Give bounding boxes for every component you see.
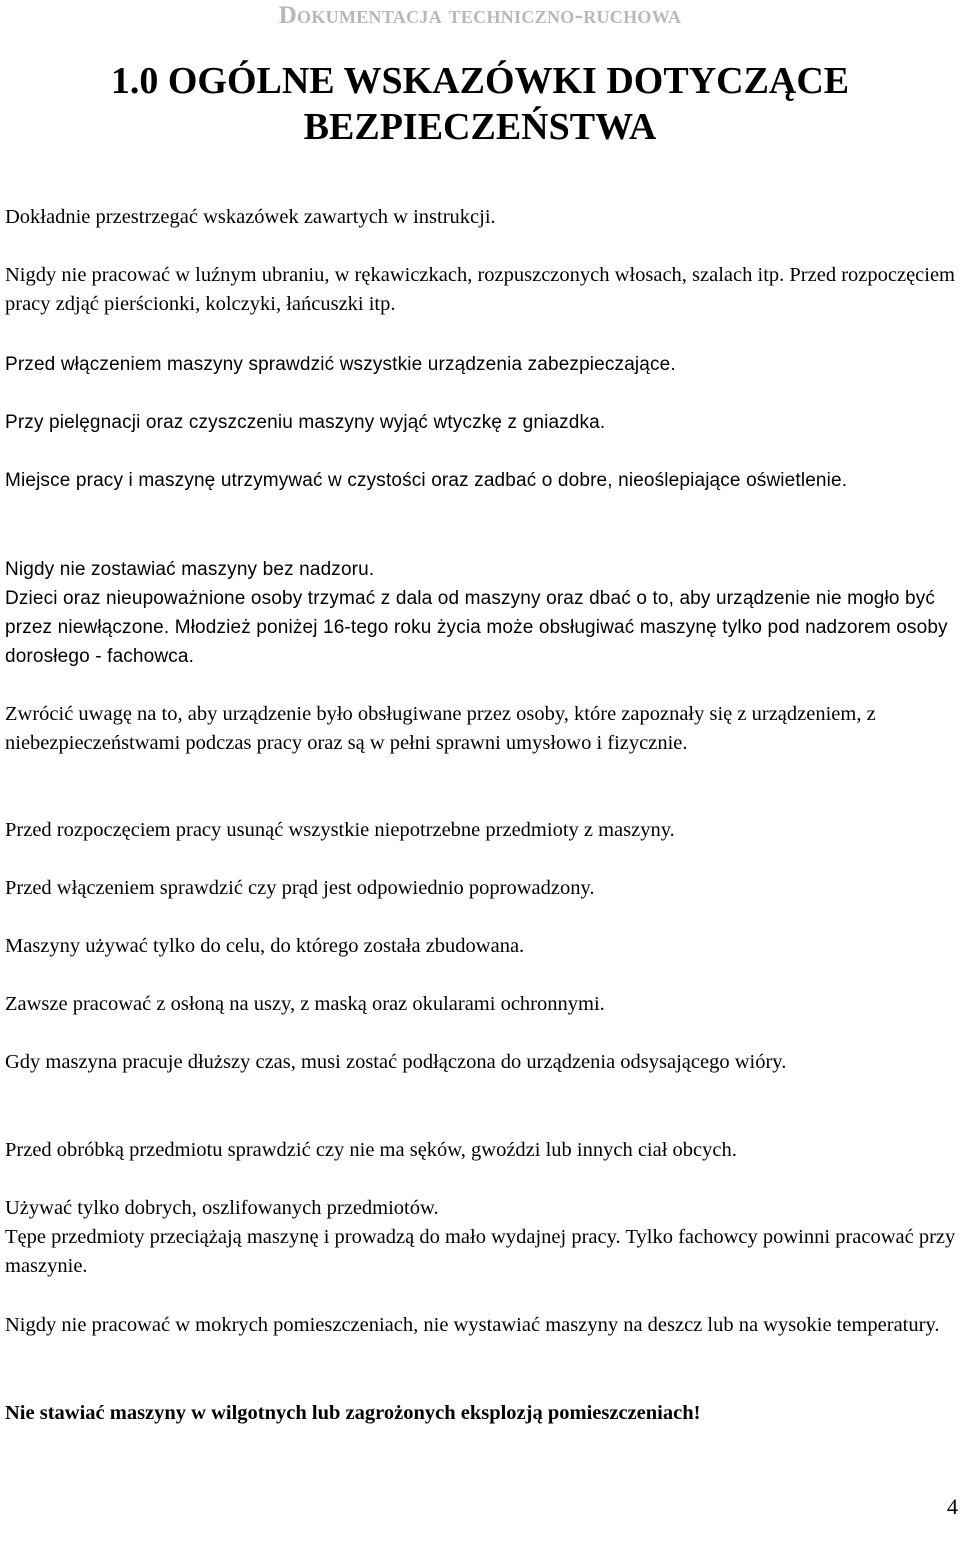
running-header: Dokumentacja techniczno-ruchowa: [278, 2, 682, 29]
paragraph-remove-items: Przed rozpoczęciem pracy usunąć wszystkie niepotrzebne przedmioty z maszyny.: [5, 819, 675, 841]
paragraph-good-workpieces: Używać tylko dobrych, oszlifowanych przedmiotów.: [5, 1197, 439, 1219]
paragraph-power: Przed włączeniem sprawdzić czy prąd jest odpowiednio poprowadzony.: [5, 877, 595, 899]
paragraph-children: Dzieci oraz nieupoważnione osoby trzymać z dala od maszyny oraz dbać o to, aby urządzenie nie mogło być przez niewłączone. Młodzież poniżej 16-tego roku życia może obsługiwać maszynę tylko pod nadzorem osoby dorosłego - fachowca.: [5, 588, 948, 667]
section-title: [0, 58, 960, 150]
paragraph-intended-use: Maszyny używać tylko do celu, do którego została zbudowana.: [5, 935, 525, 957]
paragraph-safety-devices: Przed włączeniem maszyny sprawdzić wszystkie urządzenia zabezpieczające.: [5, 354, 676, 375]
paragraph-clothing: Nigdy nie pracować w luźnym ubraniu, w rękawiczkach, rozpuszczonych włosach, szalach itp. Przed rozpoczęciem pracy zdjąć pierścionki, kolczyki, łańcuszki itp.: [5, 264, 956, 315]
page-number: 4: [947, 1494, 958, 1519]
paragraph-warning: Nie stawiać maszyny w wilgotnych lub zagrożonych eksplozją pomieszczeniach!: [5, 1402, 701, 1424]
section-title-line-1: 1.0 OGÓLNE WSKAZÓWKI DOTYCZĄCE: [110, 60, 850, 102]
section-title-line-2: BEZPIECZEŃSTWA: [303, 106, 657, 148]
paragraph-operators: Zwrócić uwagę na to, aby urządzenie było obsługiwane przez osoby, które zapoznały się z urządzeniem, z niebezpieczeństwami podczas pracy oraz są w pełni sprawni umysłowo i fizycznie.: [5, 703, 876, 754]
paragraph-wet-rooms: Nigdy nie pracować w mokrych pomieszczeniach, nie wystawiać maszyny na deszcz lub na wysokie temperatury.: [5, 1314, 940, 1336]
paragraph-inspect-workpiece: Przed obróbką przedmiotu sprawdzić czy nie ma sęków, gwoździ lub innych ciał obcych.: [5, 1139, 737, 1161]
paragraph-extraction: Gdy maszyna pracuje dłuższy czas, musi zostać podłączona do urządzenia odsysającego wióry.: [5, 1051, 787, 1073]
paragraph-unplug: Przy pielęgnacji oraz czyszczeniu maszyny wyjąć wtyczkę z gniazdka.: [5, 412, 606, 433]
paragraph-blunt-tools: Tępe przedmioty przeciążają maszynę i prowadzą do mało wydajnej pracy. Tylko fachowcy powinni pracować przy maszynie.: [5, 1226, 956, 1277]
paragraph-instructions: Dokładnie przestrzegać wskazówek zawartych w instrukcji.: [5, 206, 496, 228]
paragraph-workplace: Miejsce pracy i maszynę utrzymywać w czystości oraz zadbać o dobre, nieoślepiające oświetlenie.: [5, 470, 848, 491]
paragraph-supervision: Nigdy nie zostawiać maszyny bez nadzoru.: [5, 559, 375, 580]
paragraph-protection: Zawsze pracować z osłoną na uszy, z maską oraz okularami ochronnymi.: [5, 993, 605, 1015]
